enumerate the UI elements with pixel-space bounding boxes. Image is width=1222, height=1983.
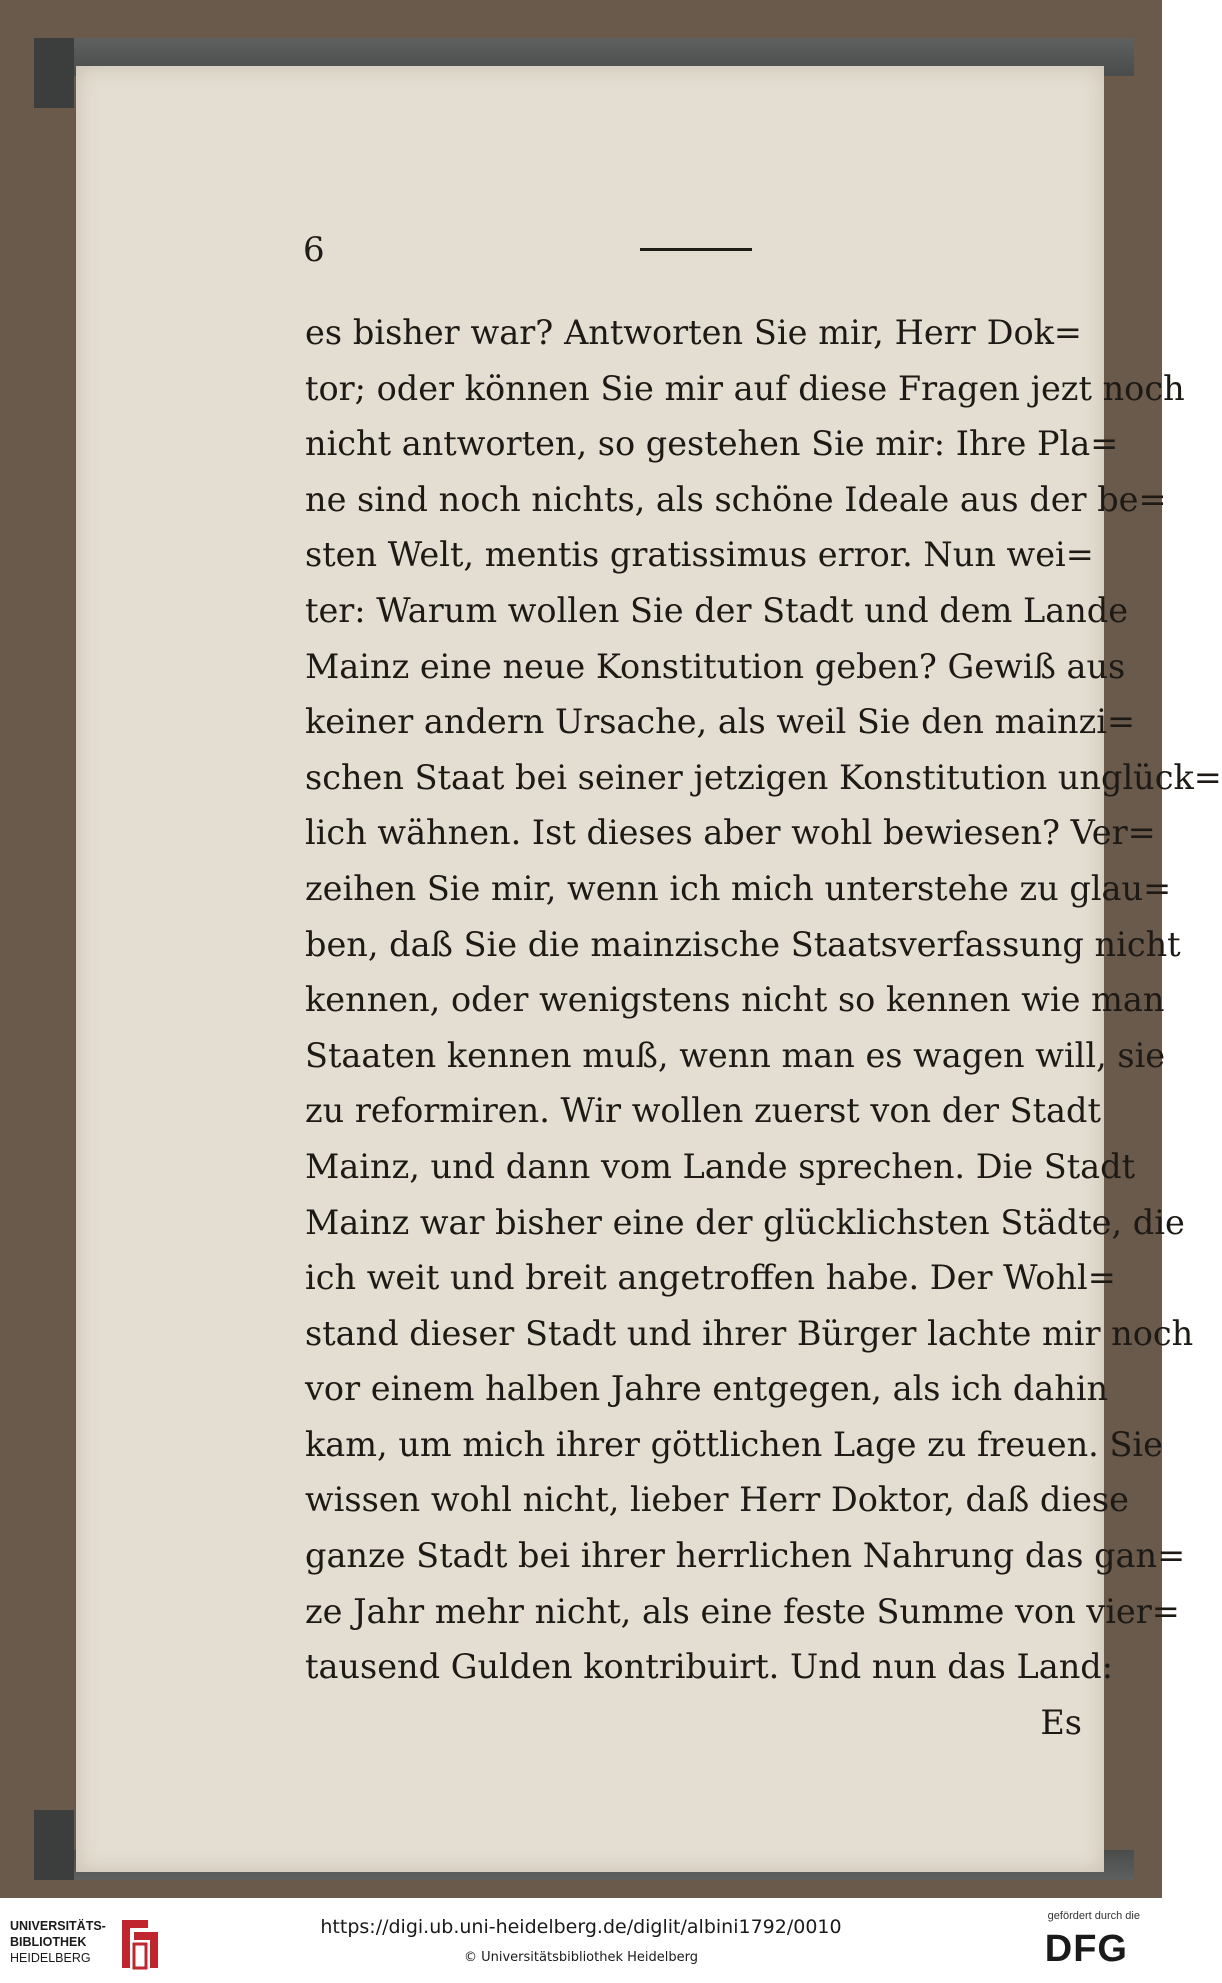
text-line: ben, daß Sie die mainzische Staatsverfassung nicht: [305, 924, 1181, 964]
text-line: Mainz war bisher eine der glücklichsten Städte, die: [305, 1202, 1185, 1242]
copyright-notice: © Universitätsbibliothek Heidelberg: [463, 1950, 698, 1965]
text-line: Mainz eine neue Konstitution geben? Gewiß aus: [305, 646, 1126, 686]
library-name-line: HEIDELBERG: [10, 1951, 91, 1965]
text-line: stand dieser Stadt und ihrer Bürger lachte mir noch: [305, 1313, 1194, 1353]
text-line: Staaten kennen muß, wenn man es wagen will, sie: [305, 1035, 1166, 1075]
text-line: vor einem halben Jahre entgegen, als ich dahin: [305, 1369, 1109, 1409]
text-line: tor; oder können Sie mir auf diese Fragen jezt noch: [305, 368, 1185, 408]
text-line: tausend Gulden kontribuirt. Und nun das Land:: [305, 1647, 1114, 1687]
cover-corner-top-left: [34, 38, 74, 108]
dfg-logo[interactable]: DFG: [1044, 1928, 1128, 1970]
text-line: kam, um mich ihrer göttlichen Lage zu freuen. Sie: [305, 1424, 1163, 1464]
text-line: lich wähnen. Ist dieses aber wohl bewiesen? Ver=: [305, 813, 1156, 853]
text-line: ich weit und breit angetroffen habe. Der Wohl=: [305, 1258, 1116, 1298]
text-line: ne sind noch nichts, als schöne Ideale aus der be=: [305, 479, 1167, 519]
text-line: ter: Warum wollen Sie der Stadt und dem Lande: [305, 590, 1129, 630]
text-line: ze Jahr mehr nicht, als eine feste Summe von vier=: [305, 1591, 1180, 1631]
header-rule: [640, 248, 752, 251]
catchword: Es: [1040, 1702, 1082, 1742]
text-line: Mainz, und dann vom Lande sprechen. Die Stadt: [305, 1146, 1136, 1186]
library-name-line: UNIVERSITÄTS-: [10, 1919, 106, 1933]
library-name-line: BIBLIOTHEK: [10, 1935, 87, 1949]
text-line: sten Welt, mentis gratissimus error. Nun wei=: [305, 535, 1094, 575]
page-number: 6: [303, 230, 325, 270]
text-line: es bisher war? Antworten Sie mir, Herr Dok=: [305, 313, 1082, 352]
page-text: [305, 305, 1222, 1750]
text-line: keiner andern Ursache, als weil Sie den mainzi=: [305, 702, 1136, 742]
text-line: schen Staat bei seiner jetzigen Konstitution unglück=: [305, 757, 1222, 797]
text-line: ganze Stadt bei ihrer herrlichen Nahrung das gan=: [305, 1536, 1186, 1576]
permalink-url[interactable]: https://digi.ub.uni-heidelberg.de/diglit/albini1792/0010: [320, 1916, 842, 1938]
text-line: zeihen Sie mir, wenn ich mich unterstehe zu glau=: [305, 868, 1172, 908]
viewer-footer: [0, 1898, 1162, 1983]
text-line: zu reformiren. Wir wollen zuerst von der Stadt: [305, 1091, 1101, 1131]
text-line: nicht antworten, so gestehen Sie mir: Ihre Pla=: [305, 424, 1119, 464]
text-line: wissen wohl nicht, lieber Herr Doktor, daß diese: [305, 1480, 1129, 1520]
funding-note: gefördert durch die: [1047, 1910, 1140, 1922]
cover-corner-bottom-left: [34, 1810, 74, 1880]
text-line: kennen, oder wenigstens nicht so kennen wie man: [305, 980, 1165, 1020]
